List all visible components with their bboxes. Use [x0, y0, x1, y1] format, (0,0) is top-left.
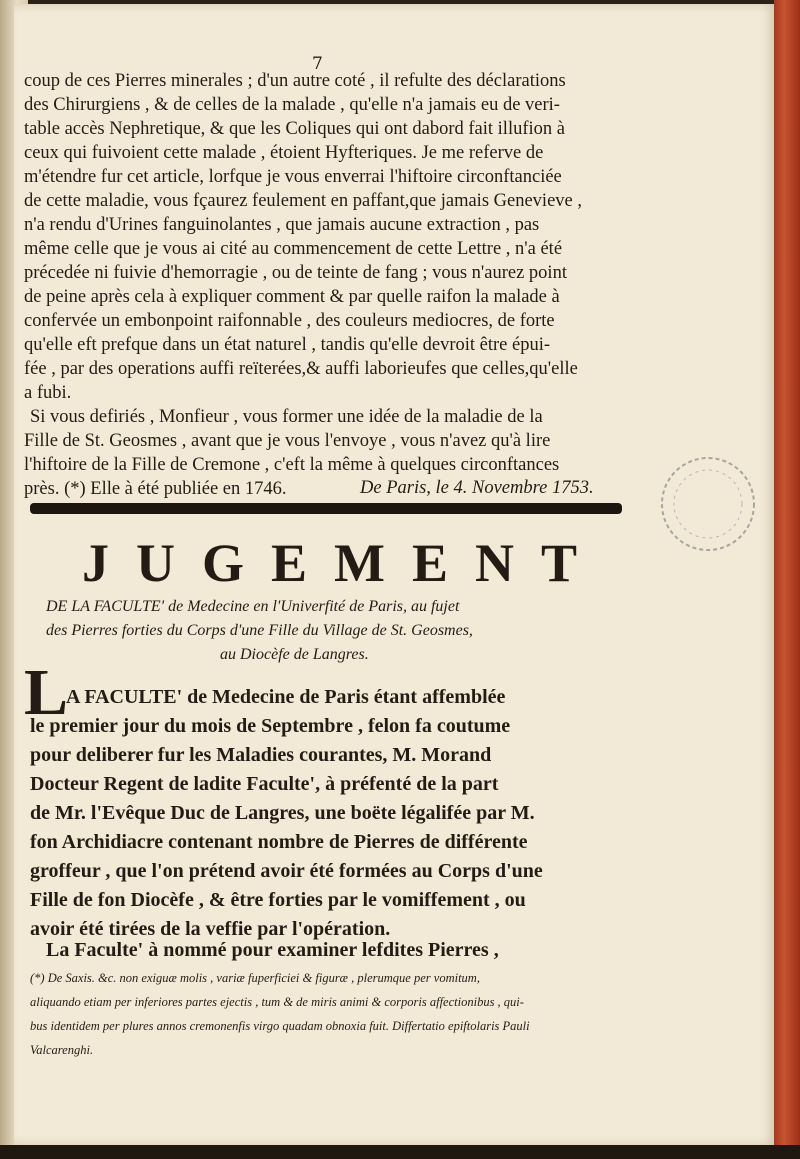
text-line: pour deliberer fur les Maladies courantes, M. Morand	[30, 744, 492, 766]
text-line: A FACULTE' de Medecine de Paris étant affemblée	[66, 686, 506, 708]
text-line: Fille de fon Diocèfe , & être forties par le vomiffement , ou	[30, 889, 526, 911]
background-strip	[0, 1145, 800, 1159]
subtitle-line: des Pierres forties du Corps d'une Fille du Village de St. Geosmes,	[46, 622, 473, 639]
text-line: de peine après cela à expliquer comment & par quelle raifon la malade à	[24, 287, 560, 307]
text-line: ceux qui fuivoient cette malade , étoient Hyfteriques. Je me referve de	[24, 143, 544, 163]
text-line: fon Archidiacre contenant nombre de Pierres de différente	[30, 831, 528, 853]
subtitle-line: DE LA FACULTE' de Medecine en l'Univerfité de Paris, au fujet	[46, 598, 460, 615]
footnote-line: aliquando etiam per inferiores partes ejectis , tum & de miris animi & corporis affectionibus , qui-	[30, 995, 524, 1009]
text-line: même celle que je vous ai cité au commencement de cette Lettre , n'a été	[24, 239, 563, 259]
book-binding	[774, 0, 800, 1159]
text-line: Docteur Regent de ladite Faculte', à préfenté de la part	[30, 773, 499, 795]
text-line: confervée un embonpoint raifonnable , des couleurs mediocres, de forte	[24, 311, 555, 331]
text-line: précedée ni fuivie d'hemorragie , ou de teinte de fang ; vous n'aurez point	[24, 263, 567, 283]
text-line: près. (*) Elle à été publiée en 1746.	[24, 479, 287, 499]
text-line: La Faculte' à nommé pour examiner lefdites Pierres ,	[46, 939, 499, 961]
page-number: 7	[312, 54, 323, 74]
footnote-line: bus identidem per plures annos cremonenfis virgo quadam obnoxia fuit. Differtatio epiftolaris Pauli	[30, 1019, 530, 1033]
text-line: groffeur , que l'on prétend avoir été formées au Corps d'une	[30, 860, 543, 882]
text-line: avoir été tirées de la veffie par l'opération.	[30, 918, 391, 940]
text-line: fée , par des operations auffi reïterées,& auffi laborieufes que celles,qu'elle	[24, 359, 578, 379]
text-line: Si vous defiriés , Monfieur , vous former une idée de la maladie de la	[30, 407, 543, 427]
text-line: table accès Nephretique, & que les Coliques qui ont dabord fait illufion à	[24, 119, 565, 139]
text-line: coup de ces Pierres minerales ; d'un autre coté , il refulte des déclarations	[24, 71, 566, 91]
footnote-line: (*) De Saxis. &c. non exiguæ molis , variæ fuperficiei & figuræ , plerumque per vomitum,	[30, 971, 480, 985]
text-line: le premier jour du mois de Septembre , felon fa coutume	[30, 715, 511, 737]
dateline: De Paris, le 4. Novembre 1753.	[360, 478, 594, 498]
section-title: JUGEMENT	[82, 533, 605, 593]
text-line: n'a rendu d'Urines fanguinolantes , que jamais aucune extraction , pas	[24, 215, 540, 235]
drop-cap: L	[24, 656, 69, 729]
library-stamp	[646, 446, 756, 566]
text-line: m'étendre fur cet article, lorfque je vous enverrai l'hiftoire circonftanciée	[24, 167, 562, 187]
text-line: qu'elle eft prefque dans un état naturel , tandis qu'elle devroit être épui-	[24, 335, 551, 355]
footnote-line: Valcarenghi.	[30, 1043, 94, 1057]
text-line: Fille de St. Geosmes , avant que je vous l'envoye , vous n'avez qu'à lire	[24, 431, 551, 451]
text-line: de Mr. l'Evêque Duc de Langres, une boëte légalifée par M.	[30, 802, 535, 824]
subtitle-line: au Diocèfe de Langres.	[220, 646, 369, 663]
text-line: l'hiftoire de la Fille de Cremone , c'eft la même à quelques circonftances	[24, 455, 560, 475]
text-line: de cette maladie, vous fçaurez feulement en paffant,que jamais Genevieve ,	[24, 191, 582, 211]
ornamental-rule	[30, 503, 622, 514]
text-line: des Chirurgiens , & de celles de la malade , qu'elle n'a jamais eu de veri-	[24, 95, 560, 115]
text-line: a fubi.	[24, 383, 72, 403]
